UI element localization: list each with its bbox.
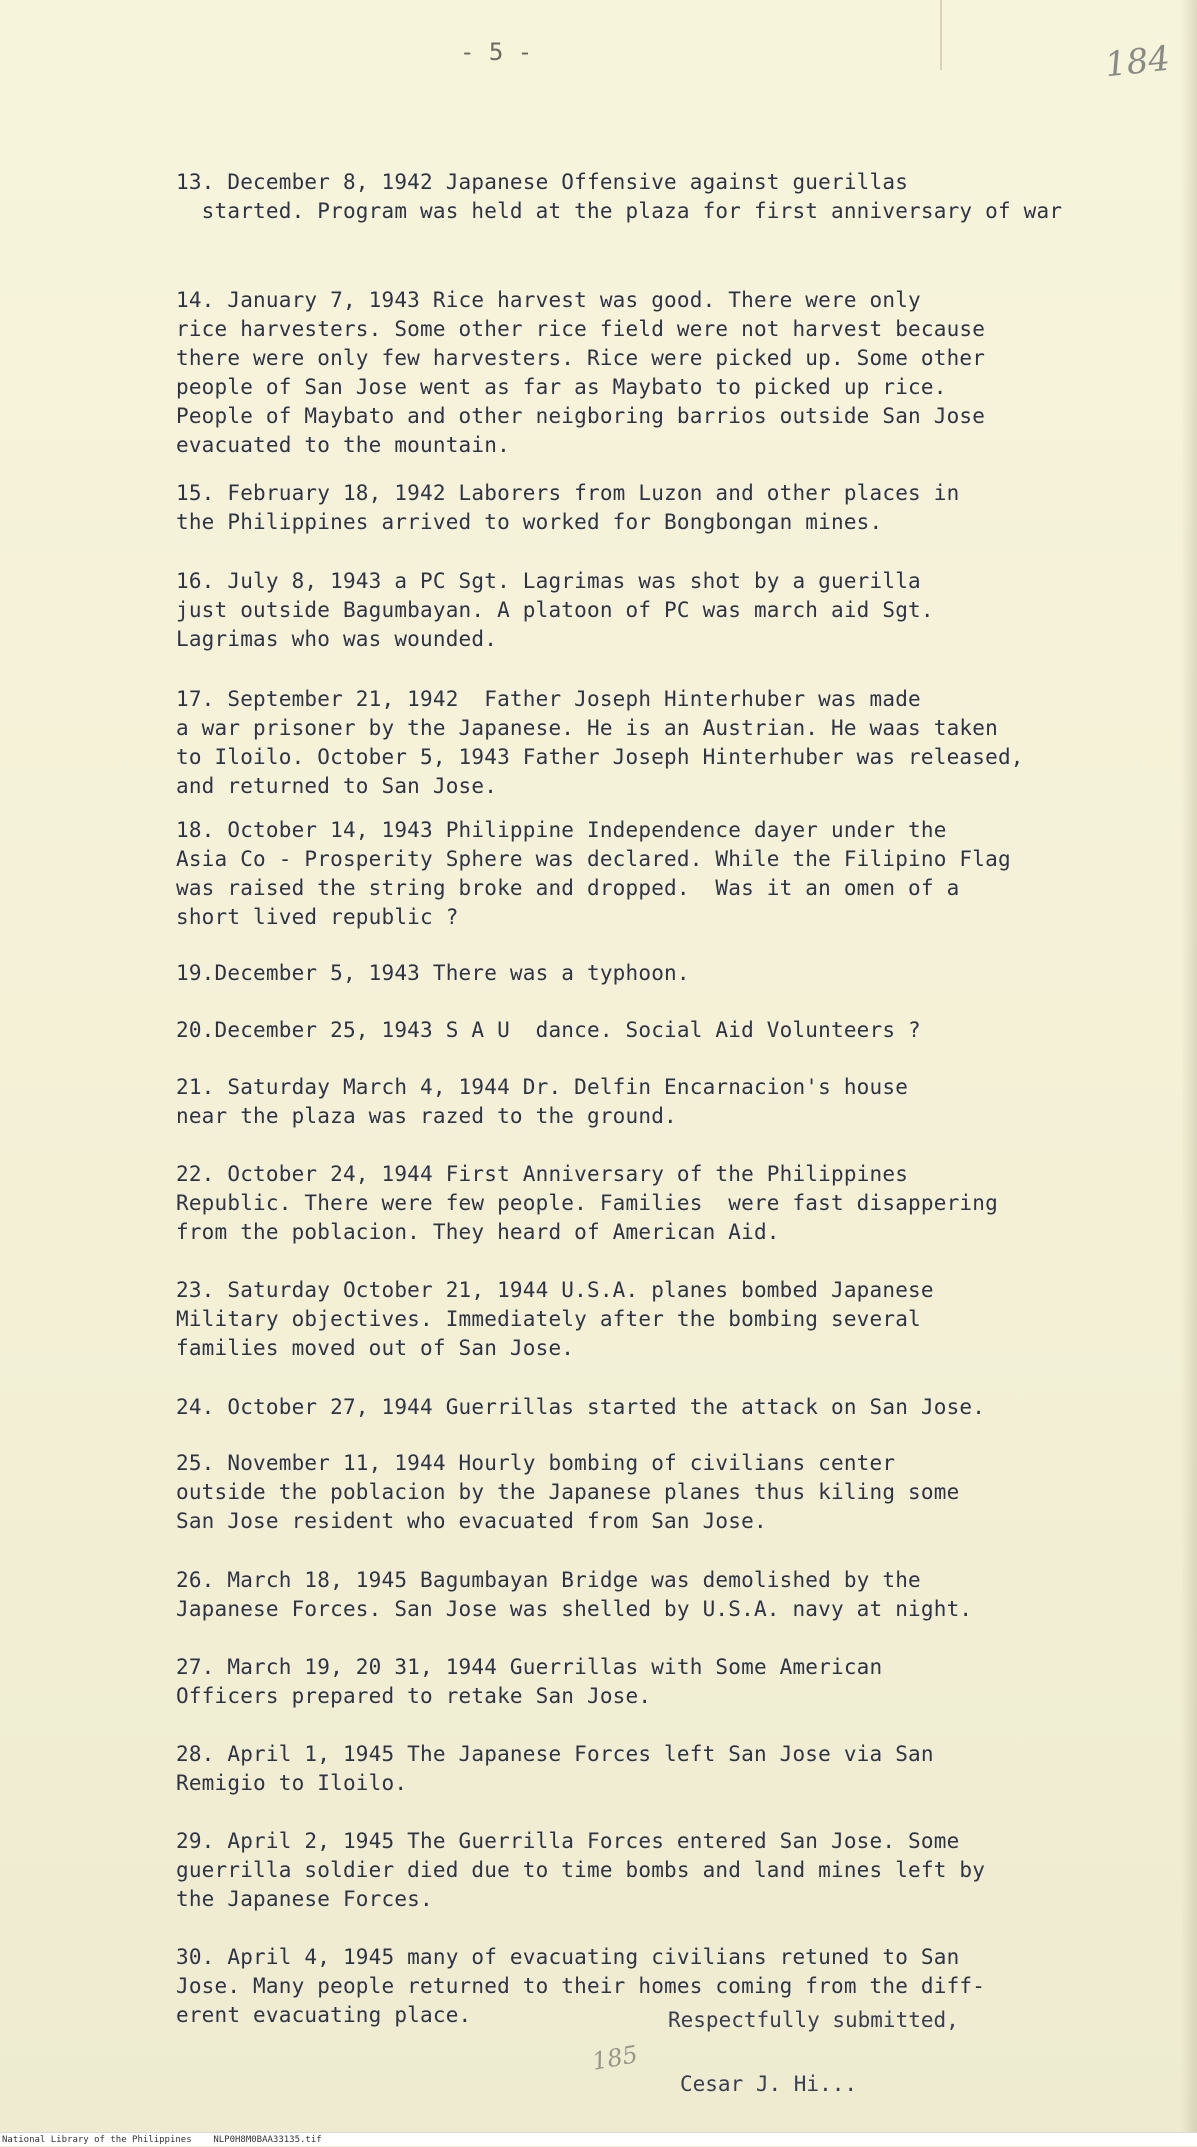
- entry-13: 13. December 8, 1942 Japanese Offensive against guerillas started. Program was held at the plaza for first anniversary of war: [176, 170, 1063, 223]
- entry-29: 29. April 2, 1945 The Guerrilla Forces entered San Jose. Some guerrilla soldier died due to time bombs and land mines left by the Japanese Forces.: [176, 1829, 986, 1911]
- entry-18: 18. October 14, 1943 Philippine Independence dayer under the Asia Co - Prosperity Sphere was declared. While the Filipino Flag was raised the string broke and dropped. Was it an omen of a short lived republic ?: [176, 818, 1011, 929]
- entry-15: 15. February 18, 1942 Laborers from Luzon and other places in the Philippines arrived to worked for Bongbongan mines.: [176, 481, 960, 534]
- entry-21: 21. Saturday March 4, 1944 Dr. Delfin Encarnacion's house near the plaza was razed to the ground.: [176, 1075, 909, 1128]
- entry-24: 24. October 27, 1944 Guerrillas started the attack on San Jose.: [176, 1395, 986, 1419]
- entry-19: 19.December 5, 1943 There was a typhoon.: [176, 961, 690, 985]
- entry-30: 30. April 4, 1945 many of evacuating civilians retuned to San Jose. Many people returned to their homes coming from the diff- erent evacuating place.: [176, 1945, 986, 2027]
- paper-fold-line: [940, 0, 954, 70]
- handwritten-folio-number: 184: [1103, 38, 1172, 86]
- entry-23: 23. Saturday October 21, 1944 U.S.A. planes bombed Japanese Military objectives. Immediately after the bombing several families moved out of San Jose.: [176, 1278, 934, 1360]
- entry-22: 22. October 24, 1944 First Anniversary of the Philippines Republic. There were few people. Families were fast disappering from the poblacion. They heard of American Aid.: [176, 1162, 998, 1244]
- scan-footer: National Library of the Philippines NLP0H8M0BAA33135.tif: [0, 2132, 1197, 2146]
- page-number: - 5 -: [460, 38, 533, 66]
- page-edge-shadow: [1181, 0, 1197, 2146]
- entry-20: 20.December 25, 1943 S A U dance. Social Aid Volunteers ?: [176, 1018, 921, 1042]
- pencil-annotation: 185: [589, 2040, 640, 2076]
- entry-26: 26. March 18, 1945 Bagumbayan Bridge was demolished by the Japanese Forces. San Jose was shelled by U.S.A. navy at night.: [176, 1568, 973, 1621]
- entry-17: 17. September 21, 1942 Father Joseph Hinterhuber was made a war prisoner by the Japanese. He is an Austrian. He waas taken to Iloilo. October 5, 1943 Father Joseph Hinterhuber was released, and returned to San Jose.: [176, 687, 1024, 798]
- signatory-name: Cesar J. Hi...: [680, 2072, 858, 2096]
- entry-14: 14. January 7, 1943 Rice harvest was good. There were only rice harvesters. Some other rice field were not harvest because there were only few harvesters. Rice were picked up. Some other people of San Jose went as far as Maybato to picked up rice. People of Maybato and other neigboring barrios outside San Jose evacuated to the mountain.: [176, 288, 986, 457]
- entry-27: 27. March 19, 20 31, 1944 Guerrillas with Some American Officers prepared to retake San Jose.: [176, 1655, 883, 1708]
- entry-28: 28. April 1, 1945 The Japanese Forces left San Jose via San Remigio to Iloilo.: [176, 1742, 934, 1795]
- entry-16: 16. July 8, 1943 a PC Sgt. Lagrimas was shot by a guerilla just outside Bagumbayan. A platoon of PC was march aid Sgt. Lagrimas who was wounded.: [176, 569, 934, 651]
- entry-25: 25. November 11, 1944 Hourly bombing of civilians center outside the poblacion by the Japanese planes thus kiling some San Jose resident who evacuated from San Jose.: [176, 1451, 960, 1533]
- closing-salutation: Respectfully submitted,: [668, 2008, 959, 2032]
